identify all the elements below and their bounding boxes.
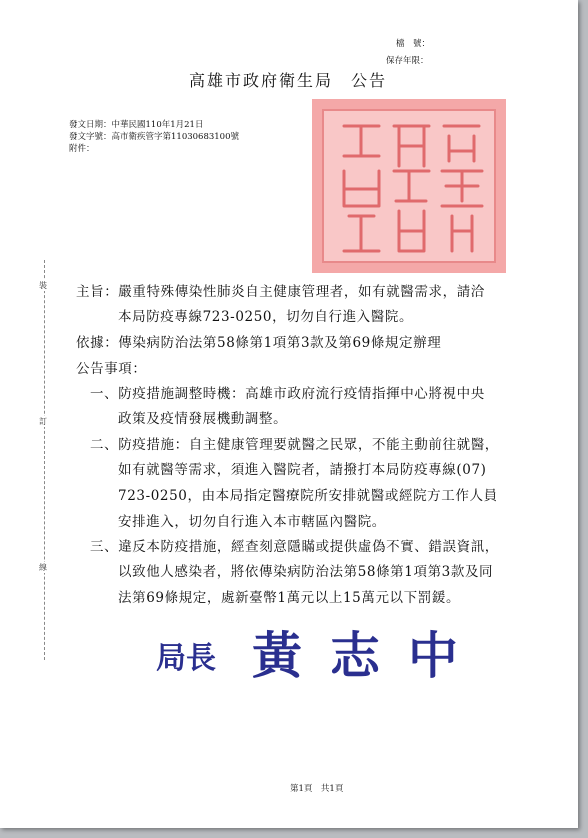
signature-char-1: 黃 [252,627,302,685]
item-1-line-2: 政策及疫情發展機動調整。 [118,411,288,427]
signature-char-2: 志 [330,627,380,685]
signature-title: 局長 [156,641,216,676]
seal-frame [322,109,496,263]
item-2-line-4: 安排進入，切勿自行進入本市轄區內醫院。 [118,514,386,530]
issue-date: 發文日期：中華民國110年1月21日 [69,120,204,130]
page-title: 高雄市政府衛生局 公告 [189,71,388,90]
binding-mark-1: 裝 [39,281,47,290]
item-3-line-2: 以致他人感染者，將依傳染病防治法第58條第1項第3款及同 [118,564,494,580]
issue-number: 發文字號：高市衛疾管字第11030683100號 [69,132,239,142]
basis-line: 依據：傳染病防治法第58條第1項第3款及第69條規定辦理 [76,335,442,351]
page-number: 第1頁 共1頁 [290,784,344,794]
binding-mark-3: 線 [39,563,47,572]
retention-label: 保存年限： [386,56,429,66]
item-3-line-3: 法第69條規定，處新臺幣1萬元以上15萬元以下罰鍰。 [118,590,461,606]
subject-line-1: 主旨：嚴重特殊傳染性肺炎自主健康管理者，如有就醫需求，請洽 [76,284,485,300]
items-header: 公告事項： [76,361,147,377]
seal-glyphs [324,111,494,261]
item-2-line-3: 723-0250，由本局指定醫療院所安排就醫或經院方工作人員 [118,488,498,504]
binding-mark-2: 訂 [39,417,47,426]
signature-char-3: 中 [408,627,458,685]
item-2-line-2: 如有就醫等需求，須進入醫院者，請撥打本局防疫專線(07) [118,462,487,478]
item-2-line-1: 二、防疫措施：自主健康管理要就醫之民眾，不能主動前往就醫， [90,437,499,453]
item-3-line-1: 三、違反本防疫措施，經查刻意隱瞞或提供虛偽不實、錯誤資訊， [90,539,499,555]
file-number-label: 檔 號： [396,39,431,49]
official-seal [312,99,506,273]
attachment-label: 附件： [69,144,95,154]
item-1-line-1: 一、防疫措施調整時機：高雄市政府流行疫情指揮中心將視中央 [90,386,485,402]
subject-line-2: 本局防疫專線723-0250，切勿自行進入醫院。 [118,309,414,325]
binding-line [44,260,45,660]
